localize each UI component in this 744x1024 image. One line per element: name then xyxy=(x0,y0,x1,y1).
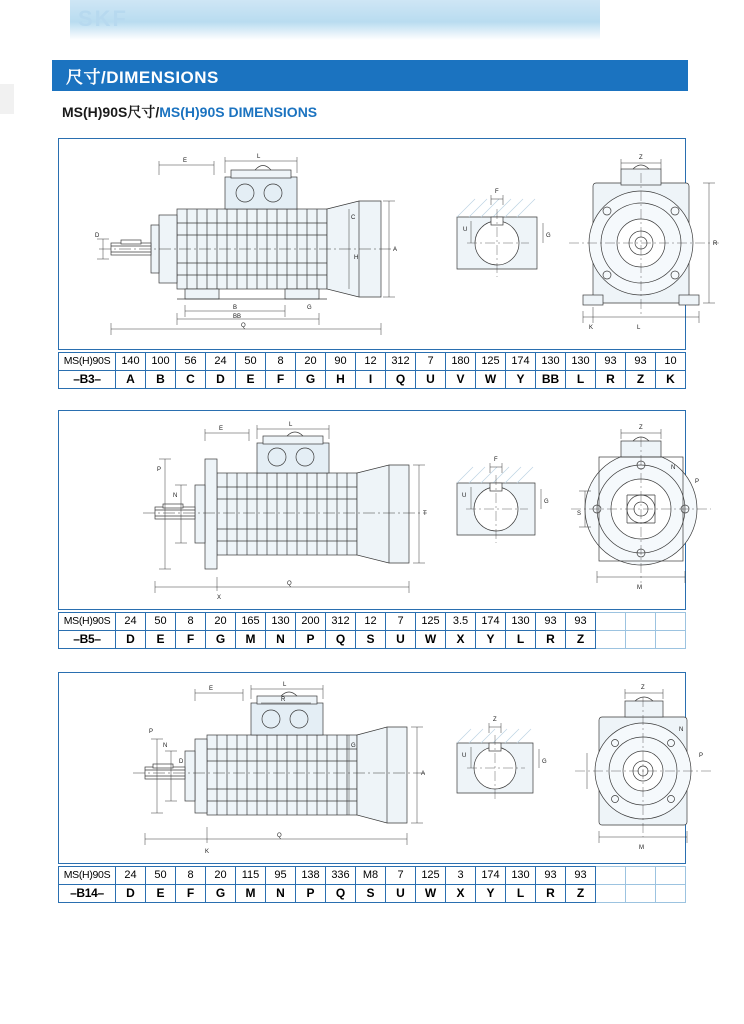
svg-text:N: N xyxy=(679,727,684,733)
table-row-symbols-b14 xyxy=(59,885,686,903)
symbol-cell: N xyxy=(266,631,296,649)
b14-drawing xyxy=(59,673,704,863)
symbol-cell-empty xyxy=(626,885,656,903)
value-cell: 130 xyxy=(506,867,536,885)
row-label-b14-bottom: –B14– xyxy=(59,885,116,903)
top-band-color-block xyxy=(70,0,600,40)
value-cell: 50 xyxy=(146,867,176,885)
value-cell: 174 xyxy=(476,613,506,631)
symbol-cell: G xyxy=(296,371,326,389)
symbol-cell: E xyxy=(236,371,266,389)
value-cell: 7 xyxy=(386,613,416,631)
svg-text:Z: Z xyxy=(641,685,645,691)
value-cell: 93 xyxy=(536,613,566,631)
value-cell: 93 xyxy=(626,353,656,371)
value-cell: 56 xyxy=(176,353,206,371)
b3-drawing xyxy=(59,139,718,349)
svg-text:F: F xyxy=(495,189,499,195)
svg-text:X: X xyxy=(217,595,222,601)
symbol-cell: W xyxy=(476,371,506,389)
symbol-cell: L xyxy=(506,885,536,903)
value-cell: 93 xyxy=(536,867,566,885)
value-cell: 95 xyxy=(266,867,296,885)
symbol-cell-empty xyxy=(596,885,626,903)
symbol-cell: D xyxy=(116,885,146,903)
symbol-cell: D xyxy=(206,371,236,389)
svg-text:R: R xyxy=(281,697,286,703)
symbol-cell-empty xyxy=(626,631,656,649)
value-cell: 12 xyxy=(356,353,386,371)
svg-text:U: U xyxy=(462,493,467,499)
symbol-cell: F xyxy=(266,371,296,389)
svg-text:A: A xyxy=(393,247,398,253)
section-title-bar xyxy=(52,60,688,91)
symbol-cell: W xyxy=(416,631,446,649)
svg-text:P: P xyxy=(157,467,162,473)
symbol-cell: Q xyxy=(386,371,416,389)
value-cell: 24 xyxy=(116,613,146,631)
svg-text:BB: BB xyxy=(233,314,242,320)
drawing-block-b5 xyxy=(58,410,700,610)
symbol-cell: M xyxy=(236,631,266,649)
symbol-cell: U xyxy=(386,885,416,903)
value-cell: 93 xyxy=(566,613,596,631)
svg-text:P: P xyxy=(695,479,700,485)
svg-text:U: U xyxy=(462,753,467,759)
svg-text:T: T xyxy=(423,511,427,517)
table-row-values-b3 xyxy=(59,353,686,371)
value-cell: 125 xyxy=(416,613,446,631)
symbol-cell: F xyxy=(176,631,206,649)
symbol-cell: BB xyxy=(536,371,566,389)
value-cell: 174 xyxy=(506,353,536,371)
value-cell-empty xyxy=(596,613,626,631)
svg-text:M: M xyxy=(637,585,642,591)
svg-text:C: C xyxy=(351,215,356,221)
symbol-cell: M xyxy=(236,885,266,903)
svg-text:N: N xyxy=(163,743,168,749)
value-cell: 140 xyxy=(116,353,146,371)
value-cell: 7 xyxy=(386,867,416,885)
dimensions-table-b5 xyxy=(58,612,686,649)
value-cell: 20 xyxy=(206,613,236,631)
svg-text:L: L xyxy=(289,422,293,428)
table-row-values-b5 xyxy=(59,613,686,631)
symbol-cell: P xyxy=(296,631,326,649)
symbol-cell: L xyxy=(506,631,536,649)
value-cell: 138 xyxy=(296,867,326,885)
value-cell: 312 xyxy=(326,613,356,631)
symbol-cell: S xyxy=(356,885,386,903)
value-cell: 90 xyxy=(326,353,356,371)
svg-text:G: G xyxy=(542,759,547,765)
table-row-symbols-b3 xyxy=(59,371,686,389)
value-cell: 125 xyxy=(476,353,506,371)
symbol-cell: D xyxy=(116,631,146,649)
symbol-cell: Y xyxy=(506,371,536,389)
svg-text:G: G xyxy=(307,305,312,311)
symbol-cell: B xyxy=(146,371,176,389)
symbol-cell-empty xyxy=(656,631,686,649)
symbol-cell: K xyxy=(656,371,686,389)
symbol-cell: V xyxy=(446,371,476,389)
svg-text:M: M xyxy=(639,845,644,851)
subheading xyxy=(62,102,317,122)
symbol-cell: S xyxy=(356,631,386,649)
symbol-cell: P xyxy=(296,885,326,903)
value-cell-empty xyxy=(656,867,686,885)
value-cell: 50 xyxy=(236,353,266,371)
svg-text:U: U xyxy=(463,227,468,233)
symbol-cell: C xyxy=(176,371,206,389)
watermark-text: SKF xyxy=(78,6,128,31)
subheading-cn: MS(H)90S尺寸/ xyxy=(62,104,160,120)
svg-text:L: L xyxy=(637,325,641,331)
table-row-values-b14 xyxy=(59,867,686,885)
value-cell: 50 xyxy=(146,613,176,631)
value-cell: 3.5 xyxy=(446,613,476,631)
value-cell: 180 xyxy=(446,353,476,371)
row-label-b3-top: MS(H)90S xyxy=(59,353,116,371)
value-cell: 100 xyxy=(146,353,176,371)
value-cell: 24 xyxy=(116,867,146,885)
svg-text:Q: Q xyxy=(241,323,246,329)
symbol-cell-empty xyxy=(596,631,626,649)
svg-text:D: D xyxy=(95,233,100,239)
svg-text:G: G xyxy=(546,233,551,239)
svg-text:Q: Q xyxy=(287,581,292,587)
value-cell: 130 xyxy=(536,353,566,371)
value-cell: 3 xyxy=(446,867,476,885)
svg-text:K: K xyxy=(205,849,210,855)
svg-text:Z: Z xyxy=(493,717,497,723)
svg-text:L: L xyxy=(257,154,261,160)
svg-text:P: P xyxy=(699,753,704,759)
value-cell: 93 xyxy=(566,867,596,885)
symbol-cell: Q xyxy=(326,885,356,903)
svg-text:D: D xyxy=(179,759,184,765)
symbol-cell: G xyxy=(206,631,236,649)
dimensions-table-b3 xyxy=(58,352,686,389)
symbol-cell: F xyxy=(176,885,206,903)
svg-text:B: B xyxy=(233,305,238,311)
symbol-cell-empty xyxy=(656,885,686,903)
value-cell: 24 xyxy=(206,353,236,371)
svg-text:G: G xyxy=(351,743,356,749)
svg-text:G: G xyxy=(544,499,549,505)
value-cell: 10 xyxy=(656,353,686,371)
symbol-cell: Z xyxy=(626,371,656,389)
page-title: 尺寸/DIMENSIONS xyxy=(66,68,219,87)
svg-text:E: E xyxy=(183,158,188,164)
value-cell: 200 xyxy=(296,613,326,631)
value-cell-empty xyxy=(656,613,686,631)
symbol-cell: E xyxy=(146,631,176,649)
svg-text:E: E xyxy=(219,426,224,432)
value-cell: 115 xyxy=(236,867,266,885)
svg-text:P: P xyxy=(149,729,154,735)
svg-text:H: H xyxy=(354,255,359,261)
svg-text:R: R xyxy=(713,241,718,247)
value-cell: 20 xyxy=(296,353,326,371)
symbol-cell: G xyxy=(206,885,236,903)
svg-text:S: S xyxy=(577,511,582,517)
row-label-b3-bottom: –B3– xyxy=(59,371,116,389)
svg-text:F: F xyxy=(494,457,498,463)
symbol-cell: U xyxy=(386,631,416,649)
value-cell: 8 xyxy=(266,353,296,371)
scan-artifact-left xyxy=(0,84,14,114)
value-cell: 8 xyxy=(176,613,206,631)
symbol-cell: W xyxy=(416,885,446,903)
value-cell: 7 xyxy=(416,353,446,371)
subheading-en: MS(H)90S DIMENSIONS xyxy=(159,104,318,120)
drawing-block-b14 xyxy=(58,672,704,864)
dimensions-table-b14 xyxy=(58,866,686,903)
symbol-cell: N xyxy=(266,885,296,903)
symbol-cell: I xyxy=(356,371,386,389)
row-label-b5-bottom: –B5– xyxy=(59,631,116,649)
symbol-cell: E xyxy=(146,885,176,903)
symbol-cell: H xyxy=(326,371,356,389)
svg-text:Q: Q xyxy=(277,833,282,839)
b5-drawing xyxy=(59,411,700,609)
symbol-cell: Y xyxy=(476,885,506,903)
page-top-band xyxy=(0,0,744,46)
value-cell: 125 xyxy=(416,867,446,885)
symbol-cell: Y xyxy=(476,631,506,649)
svg-text:A: A xyxy=(421,771,426,777)
symbol-cell: Z xyxy=(566,885,596,903)
value-cell-empty xyxy=(596,867,626,885)
value-cell: 130 xyxy=(506,613,536,631)
value-cell: 336 xyxy=(326,867,356,885)
symbol-cell: R xyxy=(596,371,626,389)
value-cell: 12 xyxy=(356,613,386,631)
svg-text:Z: Z xyxy=(639,155,643,161)
symbol-cell: X xyxy=(446,631,476,649)
row-label-b5-top: MS(H)90S xyxy=(59,613,116,631)
symbol-cell: X xyxy=(446,885,476,903)
drawing-block-b3 xyxy=(58,138,718,350)
symbol-cell: Q xyxy=(326,631,356,649)
symbol-cell: Z xyxy=(566,631,596,649)
value-cell: 165 xyxy=(236,613,266,631)
value-cell: 130 xyxy=(266,613,296,631)
value-cell: 174 xyxy=(476,867,506,885)
value-cell: M8 xyxy=(356,867,386,885)
symbol-cell: L xyxy=(566,371,596,389)
symbol-cell: U xyxy=(416,371,446,389)
svg-text:N: N xyxy=(671,465,676,471)
title-underline xyxy=(52,88,688,90)
svg-text:K: K xyxy=(589,325,594,331)
value-cell: 20 xyxy=(206,867,236,885)
svg-text:Z: Z xyxy=(639,425,643,431)
table-row-symbols-b5 xyxy=(59,631,686,649)
svg-text:E: E xyxy=(209,686,214,692)
row-label-b14-top: MS(H)90S xyxy=(59,867,116,885)
svg-text:N: N xyxy=(173,493,178,499)
svg-text:L: L xyxy=(283,682,287,688)
value-cell: 8 xyxy=(176,867,206,885)
value-cell-empty xyxy=(626,613,656,631)
value-cell-empty xyxy=(626,867,656,885)
value-cell: 312 xyxy=(386,353,416,371)
value-cell: 130 xyxy=(566,353,596,371)
symbol-cell: A xyxy=(116,371,146,389)
symbol-cell: R xyxy=(536,885,566,903)
value-cell: 93 xyxy=(596,353,626,371)
symbol-cell: R xyxy=(536,631,566,649)
